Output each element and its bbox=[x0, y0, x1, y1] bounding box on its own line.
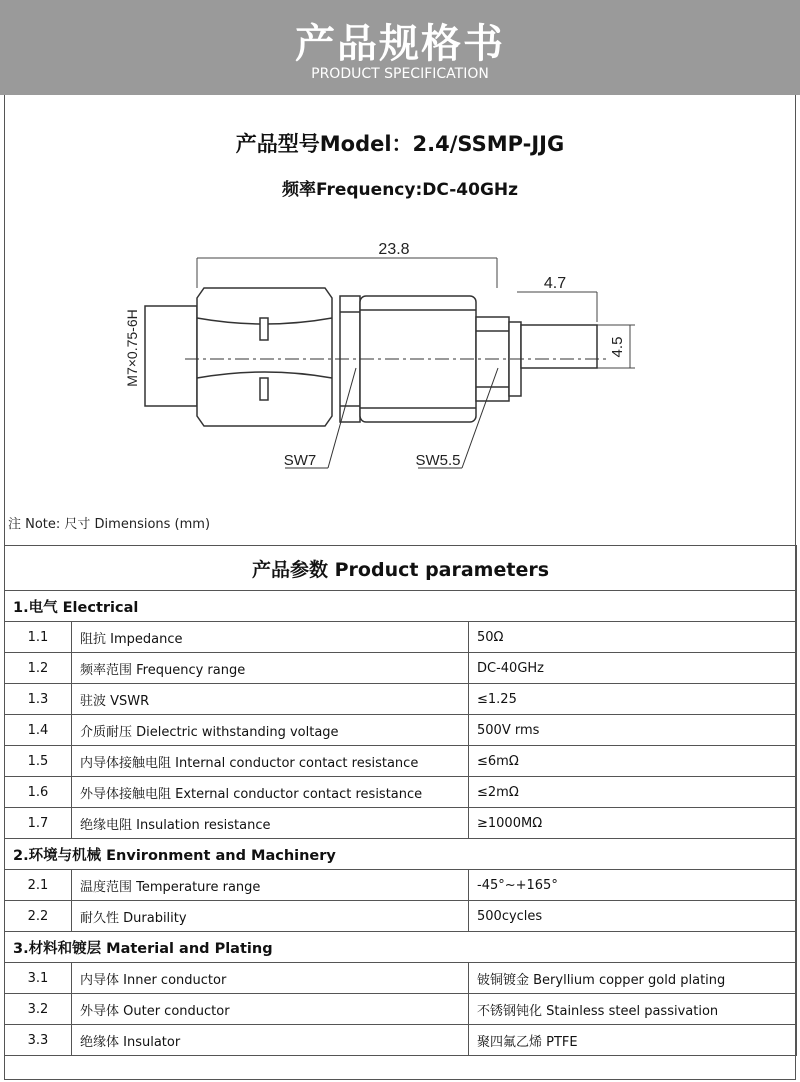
row-name: 内导体接触电阻 Internal conductor contact resistance bbox=[72, 746, 469, 777]
parameters-title-row bbox=[5, 546, 797, 591]
dimension-tail bbox=[517, 292, 597, 322]
row-name: 耐久性 Durability bbox=[72, 901, 469, 932]
connector-drawing bbox=[100, 230, 660, 480]
dimension-diameter-label: 4.5 bbox=[609, 336, 626, 358]
section-title: 1.电气 Electrical bbox=[5, 591, 797, 622]
row-value: ≤6mΩ bbox=[469, 746, 797, 777]
row-number: 1.6 bbox=[5, 777, 72, 808]
parameters-table bbox=[4, 545, 797, 1056]
row-value: 500V rms bbox=[469, 715, 797, 746]
table-row bbox=[5, 1025, 797, 1056]
row-number: 3.1 bbox=[5, 963, 72, 994]
row-value: 不锈钢钝化 Stainless steel passivation bbox=[469, 994, 797, 1025]
thread-label: M7×0.75-6H bbox=[124, 309, 140, 387]
sw-right-label: SW5.5 bbox=[415, 452, 461, 469]
dimension-length bbox=[197, 258, 497, 288]
row-value: 铍铜镀金 Beryllium copper gold plating bbox=[469, 963, 797, 994]
header-banner bbox=[0, 0, 800, 95]
dimensions-note: 注 Note: 尺寸 Dimensions (mm) bbox=[8, 517, 211, 532]
row-value: ≥1000MΩ bbox=[469, 808, 797, 839]
row-number: 1.2 bbox=[5, 653, 72, 684]
row-number: 1.3 bbox=[5, 684, 72, 715]
row-number: 3.3 bbox=[5, 1025, 72, 1056]
sw-left-label: SW7 bbox=[283, 452, 317, 469]
dimension-length-label: 23.8 bbox=[378, 241, 410, 258]
row-name: 绝缘电阻 Insulation resistance bbox=[72, 808, 469, 839]
section-header bbox=[5, 839, 797, 870]
row-value: ≤2mΩ bbox=[469, 777, 797, 808]
dimension-tail-label: 4.7 bbox=[543, 275, 567, 292]
row-value: 500cycles bbox=[469, 901, 797, 932]
row-name: 外导体接触电阻 External conductor contact resistance bbox=[72, 777, 469, 808]
row-name: 频率范围 Frequency range bbox=[72, 653, 469, 684]
table-row bbox=[5, 684, 797, 715]
row-value: DC-40GHz bbox=[469, 653, 797, 684]
parameters-title: 产品参数 Product parameters bbox=[5, 546, 797, 591]
section-header bbox=[5, 591, 797, 622]
table-row bbox=[5, 777, 797, 808]
section-title: 3.材料和镀层 Material and Plating bbox=[5, 932, 797, 963]
table-row bbox=[5, 901, 797, 932]
table-row bbox=[5, 746, 797, 777]
row-name: 内导体 Inner conductor bbox=[72, 963, 469, 994]
row-number: 1.1 bbox=[5, 622, 72, 653]
row-value: 聚四氟乙烯 PTFE bbox=[469, 1025, 797, 1056]
table-row bbox=[5, 622, 797, 653]
row-value: -45°~+165° bbox=[469, 870, 797, 901]
row-number: 3.2 bbox=[5, 994, 72, 1025]
section-title: 2.环境与机械 Environment and Machinery bbox=[5, 839, 797, 870]
table-row bbox=[5, 870, 797, 901]
row-number: 1.5 bbox=[5, 746, 72, 777]
section-header bbox=[5, 932, 797, 963]
model-heading: 产品型号Model：2.4/SSMP-JJG bbox=[235, 132, 565, 156]
row-value: 50Ω bbox=[469, 622, 797, 653]
table-row bbox=[5, 808, 797, 839]
connector-body bbox=[145, 288, 597, 426]
frequency-heading: 频率Frequency:DC-40GHz bbox=[281, 180, 519, 200]
row-number: 2.2 bbox=[5, 901, 72, 932]
page-title: 产品规格书 bbox=[295, 21, 505, 67]
row-name: 驻波 VSWR bbox=[72, 684, 469, 715]
row-value: ≤1.25 bbox=[469, 684, 797, 715]
row-name: 阻抗 Impedance bbox=[72, 622, 469, 653]
row-number: 1.7 bbox=[5, 808, 72, 839]
row-number: 1.4 bbox=[5, 715, 72, 746]
row-name: 温度范围 Temperature range bbox=[72, 870, 469, 901]
row-name: 绝缘体 Insulator bbox=[72, 1025, 469, 1056]
row-number: 2.1 bbox=[5, 870, 72, 901]
table-row bbox=[5, 963, 797, 994]
row-name: 介质耐压 Dielectric withstanding voltage bbox=[72, 715, 469, 746]
table-row bbox=[5, 994, 797, 1025]
page-subtitle: PRODUCT SPECIFICATION bbox=[311, 66, 489, 82]
table-row bbox=[5, 653, 797, 684]
row-name: 外导体 Outer conductor bbox=[72, 994, 469, 1025]
table-row bbox=[5, 715, 797, 746]
